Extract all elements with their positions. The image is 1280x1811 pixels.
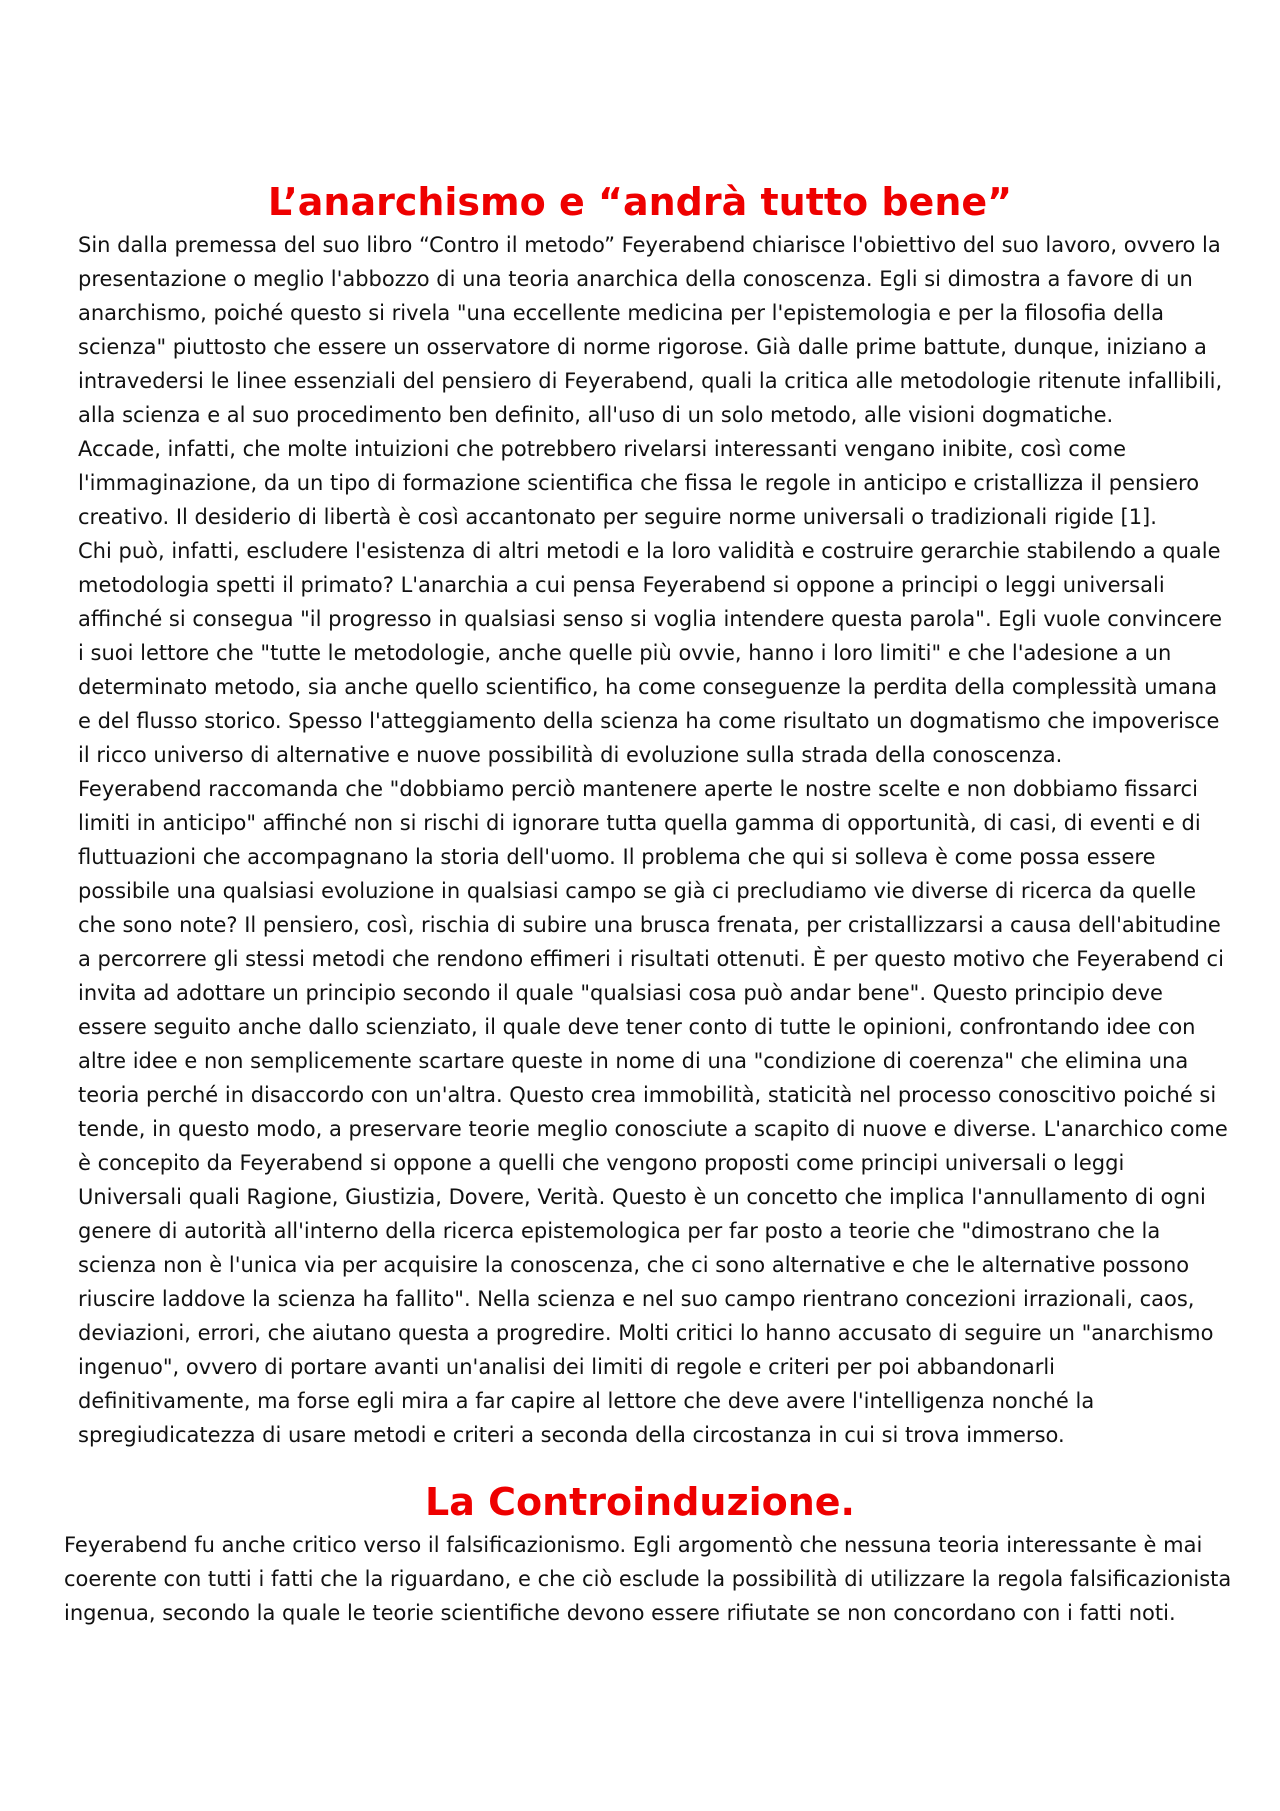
heading-anarchismo: L’anarchismo e “andrà tutto bene” <box>267 180 1013 224</box>
paragraph-1: Sin dalla premessa del suo libro “Contro il metodo” Feyerabend chiarisce l'obiettivo del suo lavoro, ovvero la presentazione o meglio l'abbozzo di una teoria anarchica della conoscenza. Egli si dimostra a favore di un anarchismo, poiché questo si rivela "una eccellente medicina per l'epistemologia e per la filosofia della scienza" piuttosto che essere un osservatore di norme rigorose. Già dalle prime battute, dunque, iniziano a intravedersi le linee essenziali del pensiero di Feyerabend, quali la critica alle metodologie ritenute infallibili, alla scienza e al suo procedimento ben definito, all'uso di un solo metodo, alle visioni dogmatiche. <box>78 233 1223 427</box>
section-controinduzione-body <box>64 1528 1234 1630</box>
heading-controinduzione: La Controinduzione. <box>425 1480 855 1524</box>
paragraph-3: Chi può, infatti, escludere l'esistenza di altri metodi e la loro validità e costruire gerarchie stabilendo a quale metodologia spetti il primato? L'anarchia a cui pensa Feyerabend si oppone a principi o leggi universali affinché si consegua "il progresso in qualsiasi senso si voglia intendere questa parola". Egli vuole convincere i suoi lettore che "tutte le metodologie, anche quelle più ovvie, hanno i loro limiti" e che l'adesione a un determinato metodo, sia anche quello scientifico, ha come conseguenze la perdita della complessità umana e del flusso storico. Spesso l'atteggiamento della scienza ha come risultato un dogmatismo che impoverisce il ricco universo di alternative e nuove possibilità di evoluzione sulla strada della conoscenza. <box>78 539 1223 767</box>
paragraph-4: Feyerabend raccomanda che "dobbiamo perciò mantenere aperte le nostre scelte e non dobbiamo fissarci limiti in anticipo" affinché non si rischi di ignorare tutta quella gamma di opportunità, di casi, di eventi e di fluttuazioni che accompagnano la storia dell'uomo. Il problema che qui si solleva è come possa essere possibile una qualsiasi evoluzione in qualsiasi campo se già ci precludiamo vie diverse di ricerca da quelle che sono note? Il pensiero, così, rischia di subire una brusca frenata, per cristallizzarsi a causa dell'abitudine a percorrere gli stessi metodi che rendono effimeri i risultati ottenuti. È per questo motivo che Feyerabend ci invita ad adottare un principio secondo il quale "qualsiasi cosa può andar bene". Questo principio deve essere seguito anche dallo scienziato, il quale deve tener conto di tutte le opinioni, confrontando idee con altre idee e non semplicemente scartare queste in nome di una "condizione di coerenza" che elimina una teoria perché in disaccordo con un'altra. Questo crea immobilità, staticità nel processo conoscitivo poiché si tende, in questo modo, a preservare teorie meglio conosciute a scapito di nuove e diverse. L'anarchico come è concepito da Feyerabend si oppone a quelli che vengono proposti come principi universali o leggi Universali quali Ragione, Giustizia, Dovere, Verità. Questo è un concetto che implica l'annullamento di ogni genere di autorità all'interno della ricerca epistemologica per far posto a teorie che "dimostrano che la scienza non è l'unica via per acquisire la conoscenza, che ci sono alternative e che le alternative possono riuscire laddove la scienza ha fallito". Nella scienza e nel suo campo rientrano concezioni irrazionali, caos, deviazioni, errori, che aiutano questa a progredire. Molti critici lo hanno accusato di seguire un "anarchismo ingenuo", ovvero di portare avanti un'analisi dei limiti di regole e criteri per poi abbandonarli definitivamente, ma forse egli mira a far capire al lettore che deve avere l'intelligenza nonché la spregiudicatezza di usare metodi e criteri a seconda della circostanza in cui si trova immerso. <box>78 777 1228 1447</box>
paragraph-5: Feyerabend fu anche critico verso il falsificazionismo. Egli argomentò che nessuna teoria interessante è mai coerente con tutti i fatti che la riguardano, e che ciò esclude la possibilità di utilizzare la regola falsificazionista ingenua, secondo la quale le teorie scientifiche devono essere rifiutate se non concordano con i fatti noti. <box>64 1533 1232 1625</box>
section-anarchismo-body <box>78 228 1228 1452</box>
paragraph-2: Accade, infatti, che molte intuizioni che potrebbero rivelarsi interessanti vengano inibite, così come l'immaginazione, da un tipo di formazione scientifica che fissa le regole in anticipo e cristallizza il pensiero creativo. Il desiderio di libertà è così accantonato per seguire norme universali o tradizionali rigide [1]. <box>78 437 1200 529</box>
